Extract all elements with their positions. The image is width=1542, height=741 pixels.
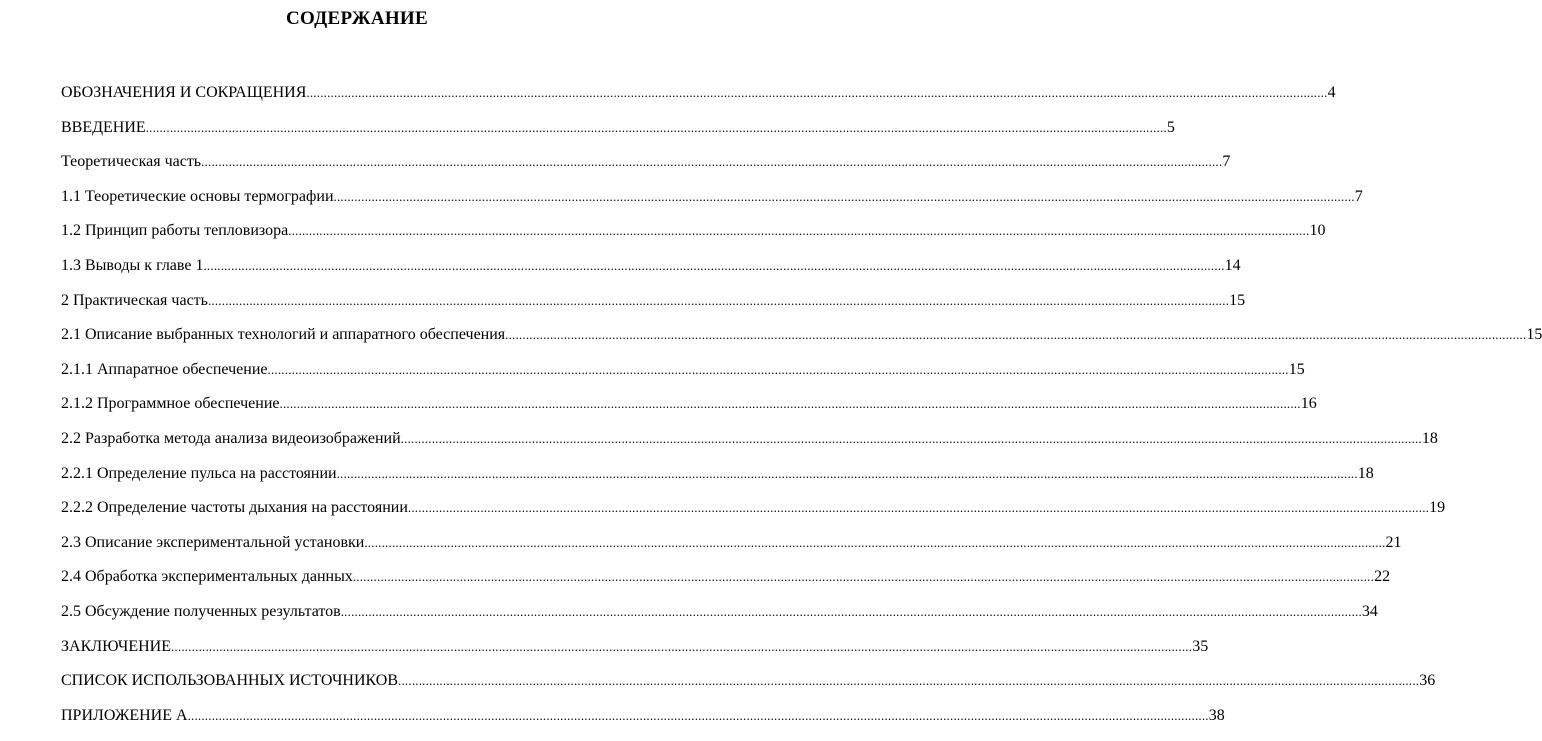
toc-dot-leader: ........................................................................................................................................................................................................................................................................................................ <box>333 188 1355 204</box>
toc-entry-2-1[interactable] <box>61 326 1542 361</box>
toc-entry-label: 2.5 Обсуждение полученных результатов <box>61 602 341 620</box>
toc-entry-conclusion[interactable] <box>61 637 1209 673</box>
toc-entry-label: 2 Практическая часть <box>61 291 208 309</box>
toc-entry-introduction[interactable] <box>61 118 1175 154</box>
toc-dot-leader: ........................................................................................................................................................................................................................................................................................................ <box>279 396 1301 412</box>
toc-dot-leader: ........................................................................................................................................................................................................................................................................................................ <box>203 257 1225 273</box>
toc-dot-leader: ........................................................................................................................................................................................................................................................................................................ <box>352 569 1375 585</box>
toc-entry-2-1-1[interactable] <box>61 360 1305 396</box>
toc-entry-label: 1.1 Теоретические основы термографии <box>61 187 334 205</box>
toc-entry-page-number: 7 <box>1222 153 1231 171</box>
toc-entry-page-number: 15 <box>1526 326 1542 344</box>
toc-entry-label: 2.4 Обработка экспериментальных данных <box>61 568 353 586</box>
toc-entry-label: 2.2.1 Определение пульса на расстоянии <box>61 464 337 482</box>
toc-entry-label: 2.1 Описание выбранных технологий и аппаратного обеспечения <box>61 326 506 344</box>
toc-entry-references[interactable] <box>61 672 1436 707</box>
toc-entry-2-2[interactable] <box>61 429 1438 465</box>
toc-entry-label: 1.3 Выводы к главе 1 <box>61 256 204 274</box>
toc-entry-2[interactable] <box>61 291 1246 327</box>
toc-entry-label: 2.2.2 Определение частоты дыхания на расстоянии <box>61 499 408 517</box>
toc-dot-leader: ........................................................................................................................................................................................................................................................................................................ <box>505 327 1527 343</box>
toc-entry-page-number: 22 <box>1374 568 1391 586</box>
toc-entry-page-number: 21 <box>1385 533 1402 551</box>
toc-dot-leader: ........................................................................................................................................................................................................................................................................................................ <box>340 603 1362 619</box>
toc-entry-2-1-2[interactable] <box>61 395 1317 430</box>
toc-entry-page-number: 18 <box>1421 429 1438 447</box>
toc-dot-leader: ........................................................................................................................................................................................................................................................................................................ <box>201 154 1223 170</box>
toc-entry-page-number: 18 <box>1357 464 1374 482</box>
toc-entry-page-number: 36 <box>1419 672 1436 690</box>
toc-dot-leader: ........................................................................................................................................................................................................................................................................................................ <box>336 465 1358 481</box>
toc-entry-label: Теоретическая часть <box>61 153 202 171</box>
toc-entry-page-number: 5 <box>1166 118 1175 136</box>
toc-entry-label: ПРИЛОЖЕНИЕ А <box>61 706 188 724</box>
toc-entry-page-number: 4 <box>1327 84 1336 101</box>
toc-entry-label: 2.1.2 Программное обеспечение <box>61 395 280 413</box>
toc-entry-page-number: 16 <box>1300 395 1317 413</box>
toc-entry-label: СПИСОК ИСПОЛЬЗОВАННЫХ ИСТОЧНИКОВ <box>61 672 399 690</box>
toc-entry-page-number: 15 <box>1288 360 1305 378</box>
toc-entry-label: 2.2 Разработка метода анализа видеоизображений <box>61 429 401 447</box>
toc-dot-leader: ........................................................................................................................................................................................................................................................................................................ <box>170 638 1193 654</box>
toc-entry-page-number: 19 <box>1429 499 1446 517</box>
toc-entry-page-number: 38 <box>1208 706 1225 724</box>
toc-entry-2-4[interactable] <box>61 568 1391 603</box>
toc-entry-page-number: 34 <box>1361 602 1378 620</box>
toc-entry-1-1[interactable] <box>61 187 1363 223</box>
page-title: СОДЕРЖАНИЕ <box>286 8 428 29</box>
toc-dot-leader: ........................................................................................................................................................................................................................................................................................................ <box>145 119 1167 135</box>
toc-entry-label: ВВЕДЕНИЕ <box>61 118 146 136</box>
toc-entry-label: ЗАКЛЮЧЕНИЕ <box>61 637 171 655</box>
toc-entry-label: 2.1.1 Аппаратное обеспечение <box>61 360 268 378</box>
toc-entry-page-number: 35 <box>1192 637 1209 655</box>
toc-entry-page-number: 14 <box>1224 256 1241 274</box>
toc-entry-page-number: 10 <box>1309 222 1326 240</box>
toc-entry-2-5[interactable] <box>61 602 1378 638</box>
toc-entry-label: 2.3 Описание экспериментальной установки <box>61 533 365 551</box>
toc-entry-page-number: 15 <box>1229 291 1246 309</box>
toc-entry-theoretical-part[interactable] <box>61 153 1231 188</box>
toc-entry-label: 1.2 Принцип работы тепловизора <box>61 222 289 240</box>
toc-entry-2-2-1[interactable] <box>61 464 1374 500</box>
toc-entry-label: ОБОЗНАЧЕНИЯ И СОКРАЩЕНИЯ <box>61 84 307 101</box>
toc-dot-leader: ........................................................................................................................................................................................................................................................................................................ <box>288 223 1310 239</box>
toc-dot-leader: ........................................................................................................................................................................................................................................................................................................ <box>400 430 1422 446</box>
toc-entry-2-3[interactable] <box>61 533 1402 569</box>
toc-dot-leader: ........................................................................................................................................................................................................................................................................................................ <box>187 707 1209 723</box>
toc-entry-page-number: 7 <box>1354 187 1363 205</box>
toc-dot-leader: ........................................................................................................................................................................................................................................................................................................ <box>267 361 1289 377</box>
toc-dot-leader: ........................................................................................................................................................................................................................................................................................................ <box>306 85 1328 100</box>
toc-dot-leader: ........................................................................................................................................................................................................................................................................................................ <box>364 534 1386 550</box>
toc-entry-appendix-a[interactable] <box>61 706 1225 741</box>
table-of-contents <box>61 84 1542 741</box>
toc-entry-1-3[interactable] <box>61 256 1241 292</box>
toc-dot-leader: ........................................................................................................................................................................................................................................................................................................ <box>398 673 1420 689</box>
toc-entry-2-2-2[interactable] <box>61 499 1446 534</box>
toc-dot-leader: ........................................................................................................................................................................................................................................................................................................ <box>407 500 1430 516</box>
toc-entry-designations[interactable] <box>61 84 1336 119</box>
toc-entry-1-2[interactable] <box>61 222 1326 257</box>
toc-dot-leader: ........................................................................................................................................................................................................................................................................................................ <box>207 292 1230 308</box>
